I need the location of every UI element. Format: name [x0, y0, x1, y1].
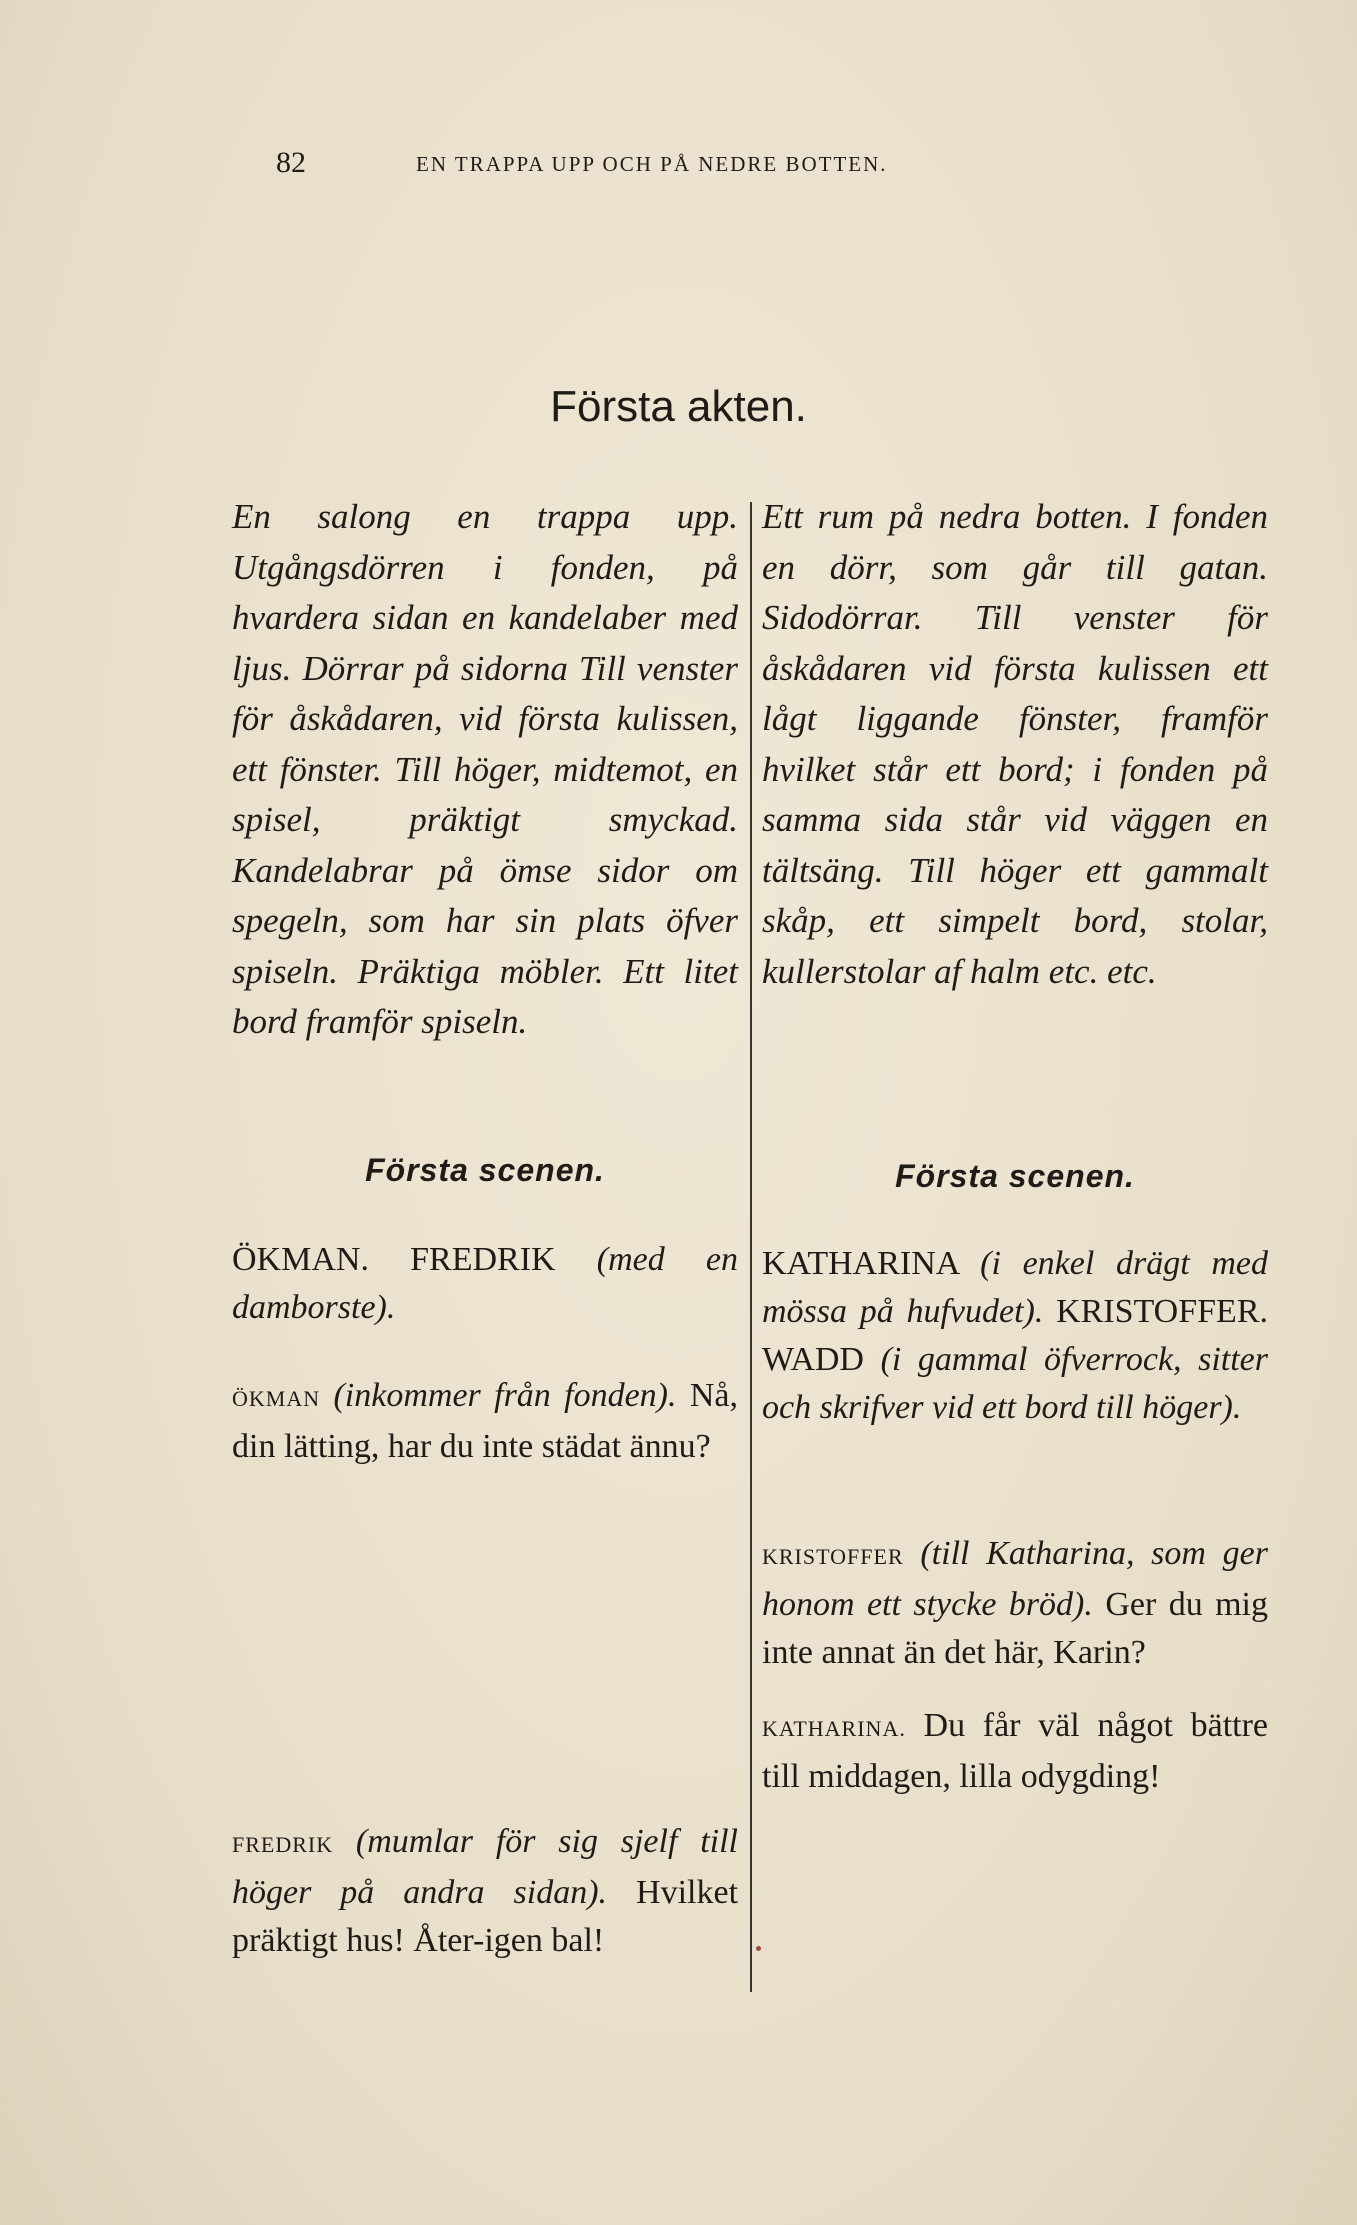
running-head: EN TRAPPA UPP OCH PÅ NEDRE BOTTEN.: [416, 152, 888, 176]
katharina-speech: [762, 1702, 1268, 1801]
right-cast-1: KATHARINA: [762, 1245, 959, 1282]
katharina-speaker: KATHARINA.: [762, 1716, 906, 1741]
fredrik-direction: (mumlar för sig sjelf till höger på andra sidan).: [232, 1823, 738, 1911]
katharina-line: Du får väl något bättre till middagen, lilla odygding!: [762, 1707, 1269, 1795]
right-cast-2: KRISTOFFER. WADD: [762, 1293, 1268, 1378]
right-cast-list: [762, 1240, 1268, 1432]
fredrik-speaker: FREDRIK: [232, 1832, 334, 1857]
left-setting-description: En salong en trappa upp. Utgångsdörren i fonden, på hvardera sidan en kandelaber med ljus. Dörrar på sidorna Till venster för åskådaren, vid första kulissen, ett fönster. Till höger, midtemot, en spisel, präktigt smyckad. Kandelabrar på ömse sidor om spegeln, som har sin plats öfver spiseln. Präktiga möbler. Ett litet bord framför spiseln.: [232, 497, 738, 1041]
kristoffer-speaker: KRISTOFFER: [762, 1544, 904, 1569]
okman-direction: (inkommer från fonden).: [333, 1377, 677, 1414]
right-cast-2-note: (i gammal öfverrock, sitter och skrifver vid ett bord till höger).: [762, 1341, 1268, 1426]
column-divider: [750, 502, 752, 1992]
okman-line: Nå, din lätting, har du inte städat ännu?: [232, 1377, 739, 1465]
act-title: Första akten.: [550, 382, 807, 431]
right-scene-title: Första scenen.: [895, 1158, 1135, 1194]
okman-speech: [232, 1372, 738, 1471]
right-cast-1-note: (i enkel drägt med mössa på hufvudet).: [762, 1245, 1269, 1330]
ink-spot: [756, 1946, 761, 1951]
kristoffer-speech: [762, 1530, 1268, 1677]
left-cast-note: (med en damborste).: [232, 1241, 738, 1326]
left-scene-title: Första scenen.: [365, 1152, 605, 1188]
right-setting-description: Ett rum på nedra botten. I fonden en dörr, som går till gatan. Sidodörrar. Till venster för åskådaren vid första kulissen ett lågt liggande fönster, framför hvilket står ett bord; i fonden på samma sida står vid väggen en tältsäng. Till höger ett gammalt skåp, ett simpelt bord, stolar, kullerstolar af halm etc. etc.: [762, 497, 1268, 991]
okman-speaker: ÖKMAN: [232, 1386, 321, 1411]
fredrik-speech: [232, 1818, 738, 1965]
page-header: [276, 146, 1106, 182]
left-cast-list: [232, 1236, 738, 1332]
left-cast-names: ÖKMAN. FREDRIK: [232, 1241, 556, 1278]
kristoffer-direction: (till Katharina, som ger honom ett stycke bröd).: [762, 1535, 1268, 1623]
kristoffer-line: Ger du mig inte annat än det här, Karin?: [762, 1586, 1269, 1671]
fredrik-line: Hvilket präktigt hus! Åter-igen bal!: [232, 1874, 739, 1959]
page-number: 82: [276, 146, 306, 179]
